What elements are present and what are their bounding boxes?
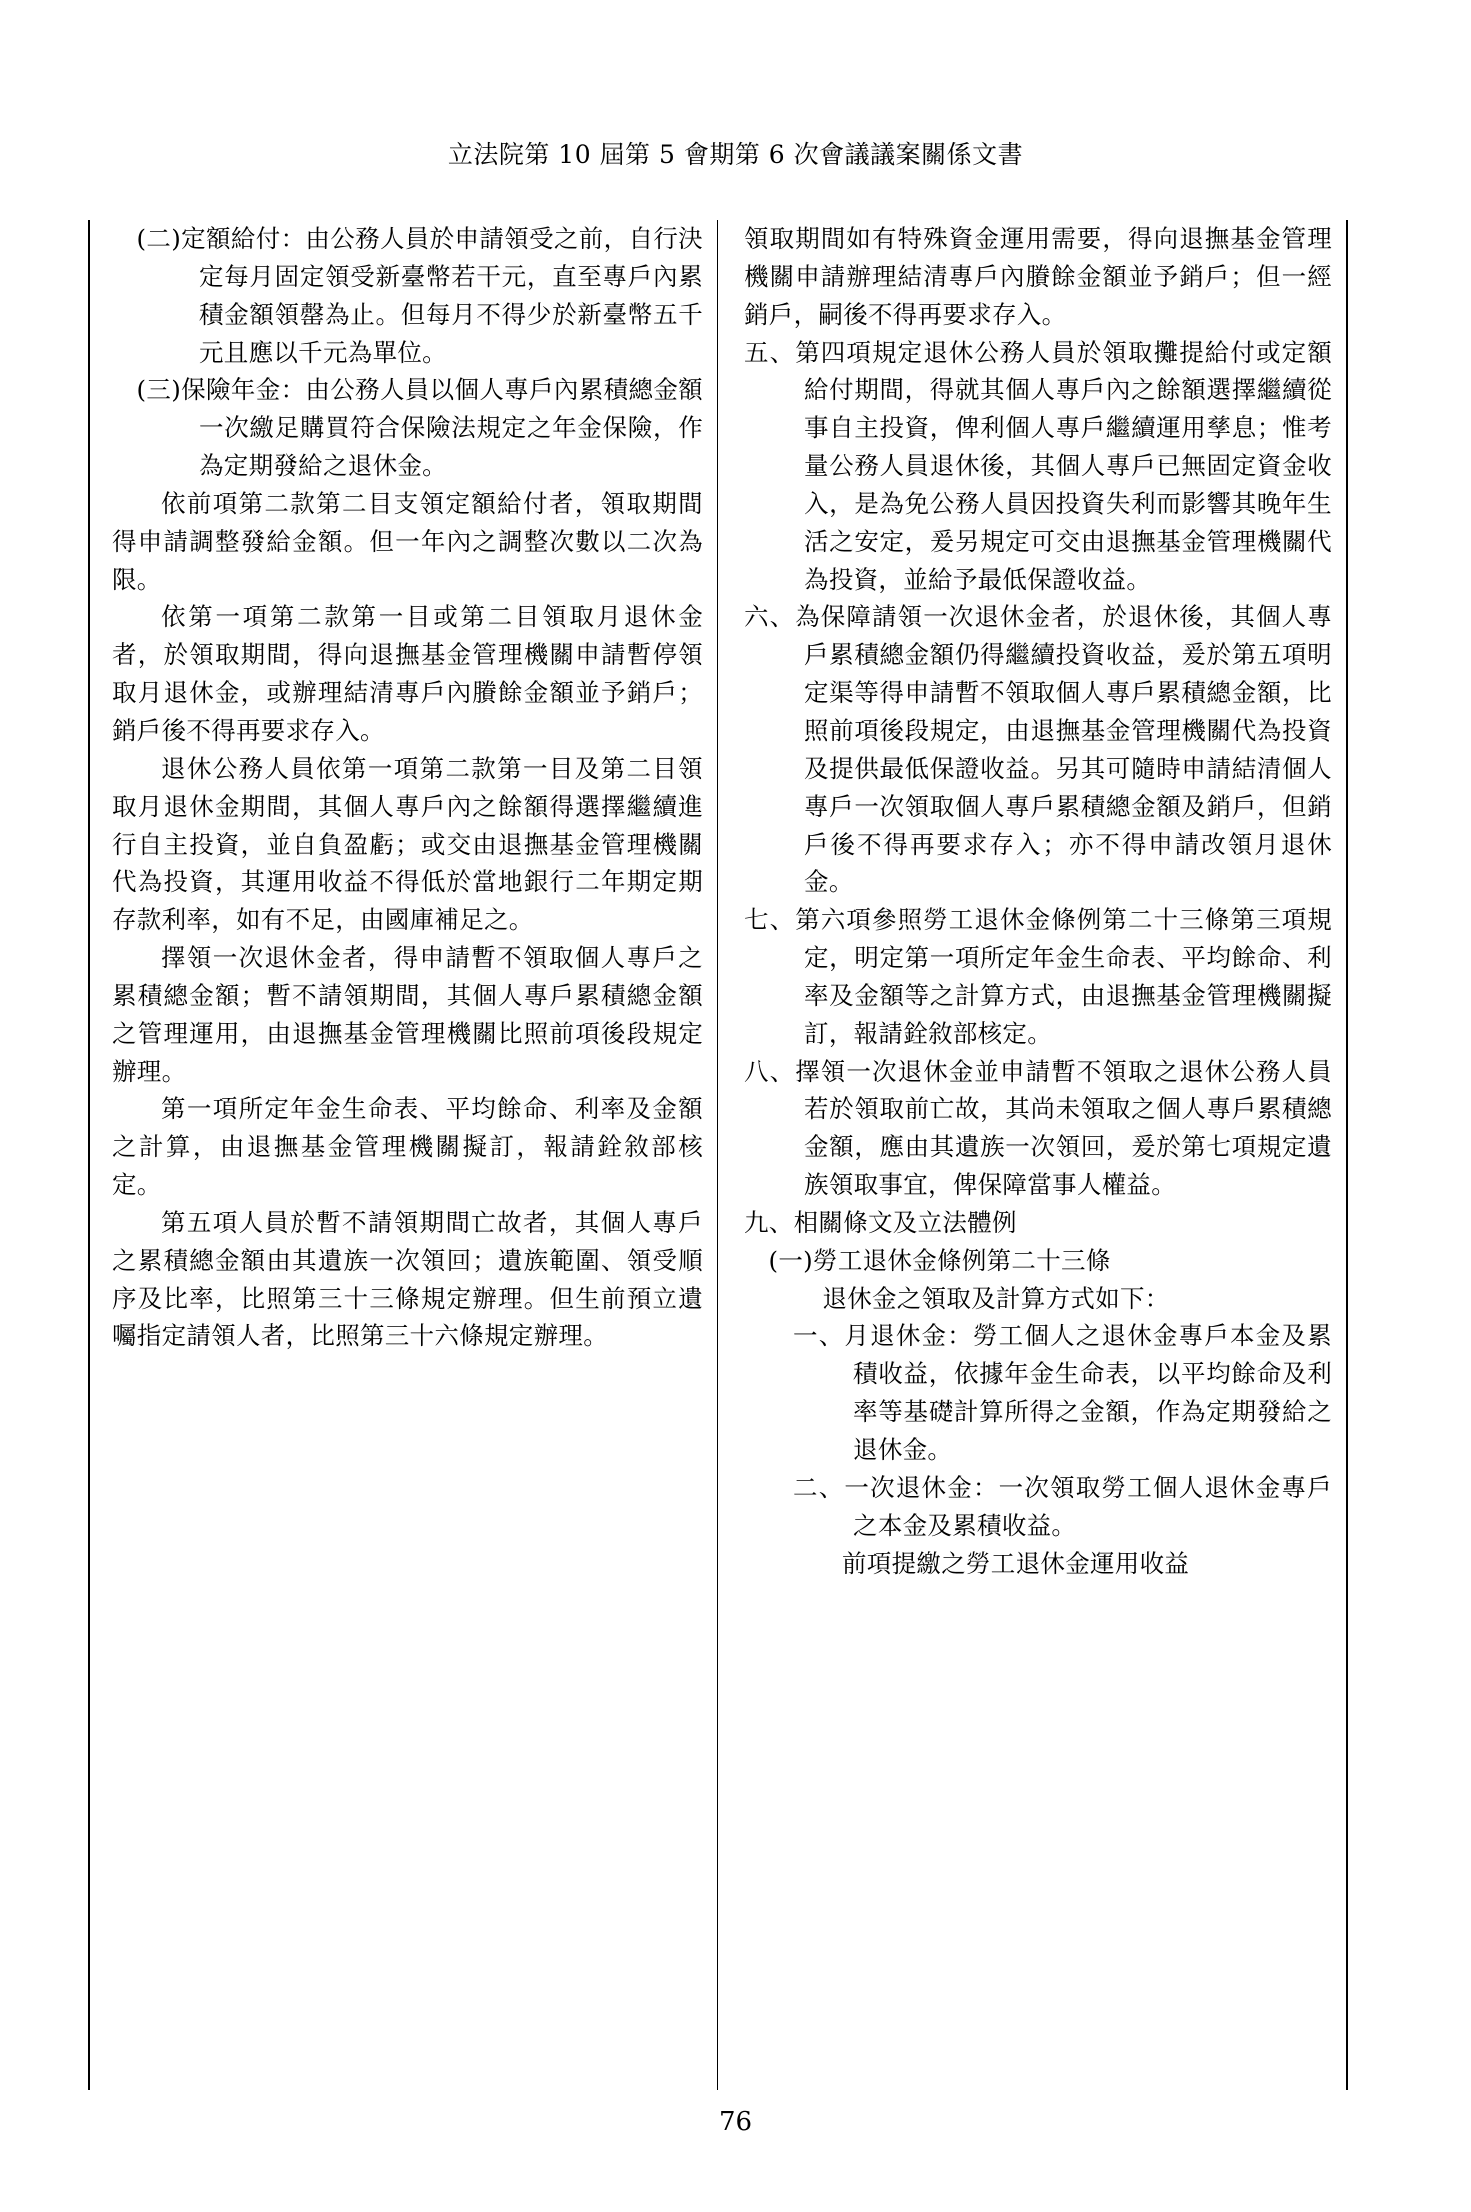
paragraph: 退休公務人員依第一項第二款第一目及第二目領取月退休金期間，其個人專戶內之餘額得選擇繼續進行自主投資，並自負盈虧；或交由退撫基金管理機關代為投資，其運用收益不得低於當地銀行二年期定期存款利率，如有不足，由國庫補足之。 — [112, 753, 703, 935]
paragraph: 領取期間如有特殊資金運用需要，得向退撫基金管理機關申請辦理結清專戶內賸餘金額並予銷戶；但一經銷戶，嗣後不得再要求存入。 — [744, 224, 1332, 329]
two-column-body — [88, 220, 1378, 2090]
page-number: 76 — [718, 2107, 753, 2137]
paragraph: 第一項所定年金生命表、平均餘命、利率及金額之計算，由退撫基金管理機關擬訂，報請銓敘部核定。 — [112, 1094, 703, 1200]
paragraph: 七、第六項參照勞工退休金條例第二十三條第三項規定，明定第一項所定年金生命表、平均餘命、利率及金額等之計算方式，由退撫基金管理機關擬訂，報請銓敘部核定。 — [744, 905, 1332, 1048]
paragraph: 退休金之領取及計算方式如下： — [822, 1283, 1170, 1313]
paragraph: 第五項人員於暫不請領期間亡故者，其個人專戶之累積總金額由其遺族一次領回；遺族範圍、領受順序及比率，比照第三十三條規定辦理。但生前預立遺囑指定請領人者，比照第三十六條規定辦理。 — [112, 1207, 703, 1351]
page-header: 立法院第 10 屆第 5 會期第 6 次會議議案關係文書 — [447, 140, 1024, 169]
paragraph: 二、一次退休金：一次領取勞工個人退休金專戶之本金及累積收益。 — [793, 1472, 1332, 1540]
left-column — [88, 220, 718, 2090]
right-column — [718, 220, 1348, 2090]
paragraph: 依前項第二款第二目支領定額給付者，領取期間得申請調整發給金額。但一年內之調整次數以二次為限。 — [112, 488, 703, 594]
paragraph: 擇領一次退休金者，得申請暫不領取個人專戶之累積總金額；暫不請領期間，其個人專戶累積總金額之管理運用，由退撫基金管理機關比照前項後段規定辦理。 — [112, 943, 703, 1086]
paragraph: 前項提繳之勞工退休金運用收益 — [842, 1548, 1190, 1578]
paragraph: 九、相關條文及立法體例 — [744, 1207, 1017, 1237]
paragraph: 八、擇領一次退休金並申請暫不領取之退休公務人員若於領取前亡故，其尚未領取之個人專戶累積總金額，應由其遺族一次領回，爰於第七項規定遺族領取事宜，俾保障當事人權益。 — [744, 1056, 1332, 1200]
paragraph: 五、第四項規定退休公務人員於領取攤提給付或定額給付期間，得就其個人專戶內之餘額選擇繼續從事自主投資，俾利個人專戶繼續運用孳息；惟考量公務人員退休後，其個人專戶已無固定資金收入，是為免公務人員因投資失利而影響其晚年生活之安定，爰另規定可交由退撫基金管理機關代為投資，並給予最低保證收益。 — [744, 337, 1332, 594]
paragraph: 六、為保障請領一次退休金者，於退休後，其個人專戶累積總金額仍得繼續投資收益，爰於第五項明定渠等得申請暫不領取個人專戶累積總金額，比照前項後段規定，由退撫基金管理機關代為投資及提供最低保證收益。另其可隨時申請結清個人專戶一次領取個人專戶累積總金額及銷戶，但銷戶後不得再要求存入；亦不得申請改領月退休金。 — [744, 602, 1332, 897]
paragraph: 依第一項第二款第一目或第二目領取月退休金者，於領取期間，得向退撫基金管理機關申請暫停領取月退休金，或辦理結清專戶內賸餘金額並予銷戶；銷戶後不得再要求存入。 — [112, 602, 703, 745]
paragraph: 一、月退休金：勞工個人之退休金專戶本金及累積收益，依據年金生命表，以平均餘命及利率等基礎計算所得之金額，作為定期發給之退休金。 — [793, 1321, 1332, 1464]
paragraph: (三)保險年金：由公務人員以個人專戶內累積總金額一次繳足購買符合保險法規定之年金保險，作為定期發給之退休金。 — [136, 375, 703, 481]
paragraph: (一)勞工退休金條例第二十三條 — [768, 1245, 1111, 1275]
paragraph: (二)定額給付：由公務人員於申請領受之前，自行決定每月固定領受新臺幣若干元，直至專戶內累積金額領罄為止。但每月不得少於新臺幣五千元且應以千元為單位。 — [136, 224, 703, 367]
